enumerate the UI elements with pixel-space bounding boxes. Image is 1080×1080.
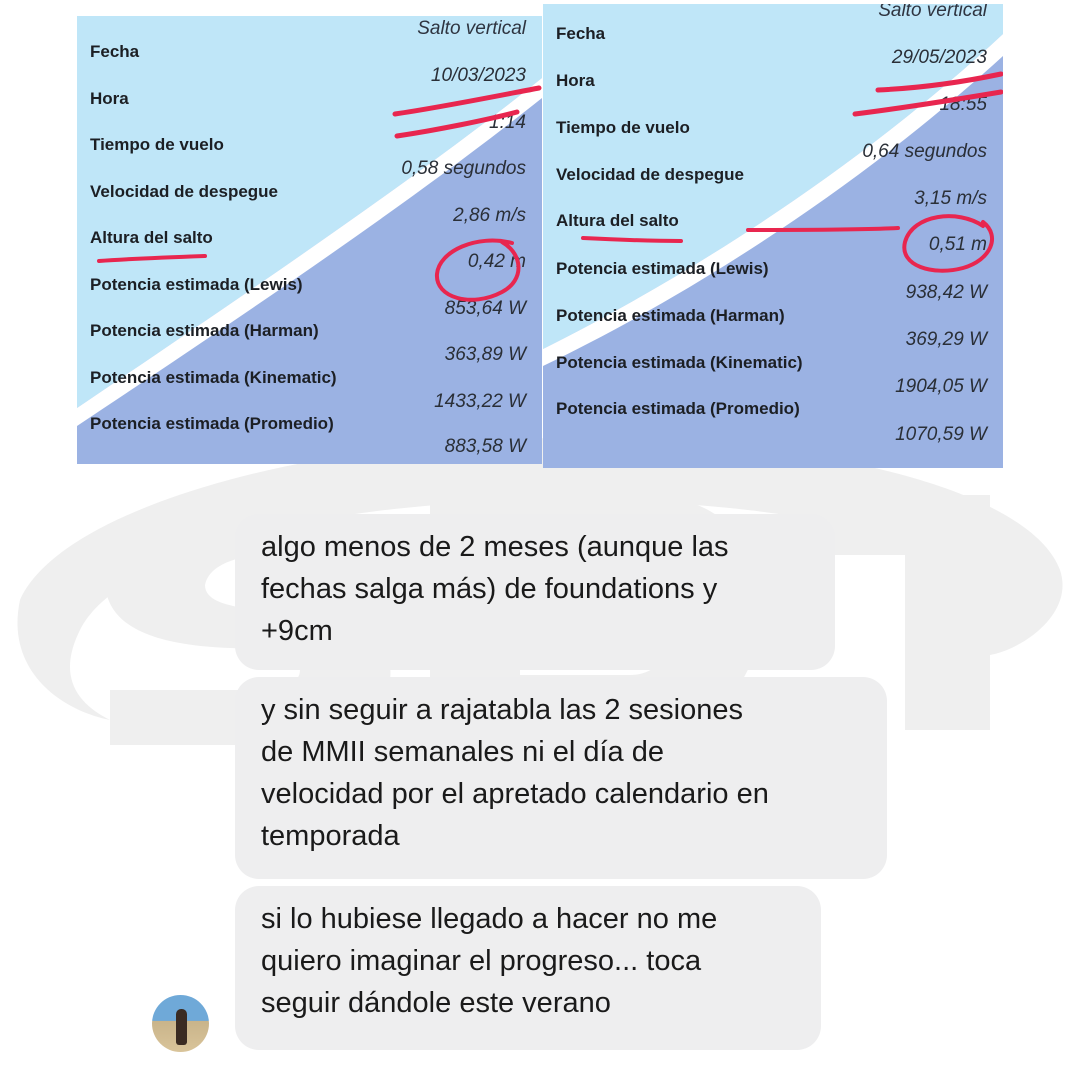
user-avatar[interactable]	[152, 995, 209, 1052]
value-fecha: 29/05/2023	[891, 47, 987, 68]
message-line: fechas salga más) de foundations y	[261, 573, 718, 605]
value-potencia-harman: 363,89 W	[444, 344, 526, 365]
message-bubble[interactable]	[235, 514, 835, 670]
label-potencia-lewis: Potencia estimada (Lewis)	[556, 259, 769, 278]
message-line: de MMII semanales ni el día de	[261, 736, 664, 768]
value-potencia-kinematic: 1904,05 W	[895, 376, 987, 397]
label-fecha: Fecha	[90, 42, 140, 61]
value-velocidad-de-despegue: 3,15 m/s	[914, 188, 987, 209]
label-potencia-harman: Potencia estimada (Harman)	[556, 306, 785, 325]
label-potencia-promedio: Potencia estimada (Promedio)	[556, 399, 800, 418]
message-line: y sin seguir a rajatabla las 2 sesiones	[261, 694, 743, 726]
value-tiempo-de-vuelo: 0,64 segundos	[862, 141, 987, 162]
value-fecha: 10/03/2023	[430, 65, 526, 86]
label-altura-del-salto: Altura del salto	[90, 228, 213, 247]
label-tiempo-de-vuelo: Tiempo de vuelo	[90, 135, 224, 154]
value-potencia-lewis: 853,64 W	[444, 298, 526, 319]
message-line: algo menos de 2 meses (aunque las	[261, 531, 729, 563]
message-bubble[interactable]	[235, 886, 821, 1050]
message-line: velocidad por el apretado calendario en	[261, 778, 769, 810]
label-velocidad-de-despegue: Velocidad de despegue	[90, 182, 279, 201]
label-potencia-harman: Potencia estimada (Harman)	[90, 321, 319, 340]
card-title: Salto vertical	[417, 18, 526, 39]
label-potencia-promedio: Potencia estimada (Promedio)	[90, 414, 334, 433]
value-velocidad-de-despegue: 2,86 m/s	[453, 205, 526, 226]
label-potencia-lewis: Potencia estimada (Lewis)	[90, 275, 303, 294]
value-potencia-harman: 369,29 W	[905, 329, 987, 350]
message-line: si lo hubiese llegado a hacer no me	[261, 903, 718, 935]
label-potencia-kinematic: Potencia estimada (Kinematic)	[90, 368, 337, 387]
value-potencia-lewis: 938,42 W	[905, 282, 987, 303]
message-line: seguir dándole este verano	[261, 987, 611, 1019]
value-altura-del-salto: 0,51 m	[928, 234, 987, 255]
avatar-person-icon	[176, 1009, 187, 1045]
message-line: +9cm	[261, 615, 333, 647]
message-line: temporada	[261, 820, 400, 852]
label-altura-del-salto: Altura del salto	[556, 211, 679, 230]
label-tiempo-de-vuelo: Tiempo de vuelo	[556, 118, 690, 137]
value-altura-del-salto: 0,42 m	[467, 251, 526, 272]
value-potencia-kinematic: 1433,22 W	[434, 391, 526, 412]
value-hora: 1:14	[489, 112, 526, 133]
value-tiempo-de-vuelo: 0,58 segundos	[401, 158, 526, 179]
label-hora: Hora	[556, 71, 595, 90]
value-potencia-promedio: 1070,59 W	[895, 424, 987, 445]
jump-result-card-after	[543, 4, 1003, 468]
message-line: quiero imaginar el progreso... toca	[261, 945, 702, 977]
value-hora: 18:55	[939, 94, 987, 115]
label-velocidad-de-despegue: Velocidad de despegue	[556, 165, 745, 184]
label-fecha: Fecha	[556, 24, 606, 43]
card-title: Salto vertical	[878, 4, 987, 21]
message-bubble[interactable]	[235, 677, 887, 879]
label-hora: Hora	[90, 89, 129, 108]
jump-result-card-before	[77, 16, 542, 464]
value-potencia-promedio: 883,58 W	[444, 436, 526, 457]
label-potencia-kinematic: Potencia estimada (Kinematic)	[556, 353, 803, 372]
